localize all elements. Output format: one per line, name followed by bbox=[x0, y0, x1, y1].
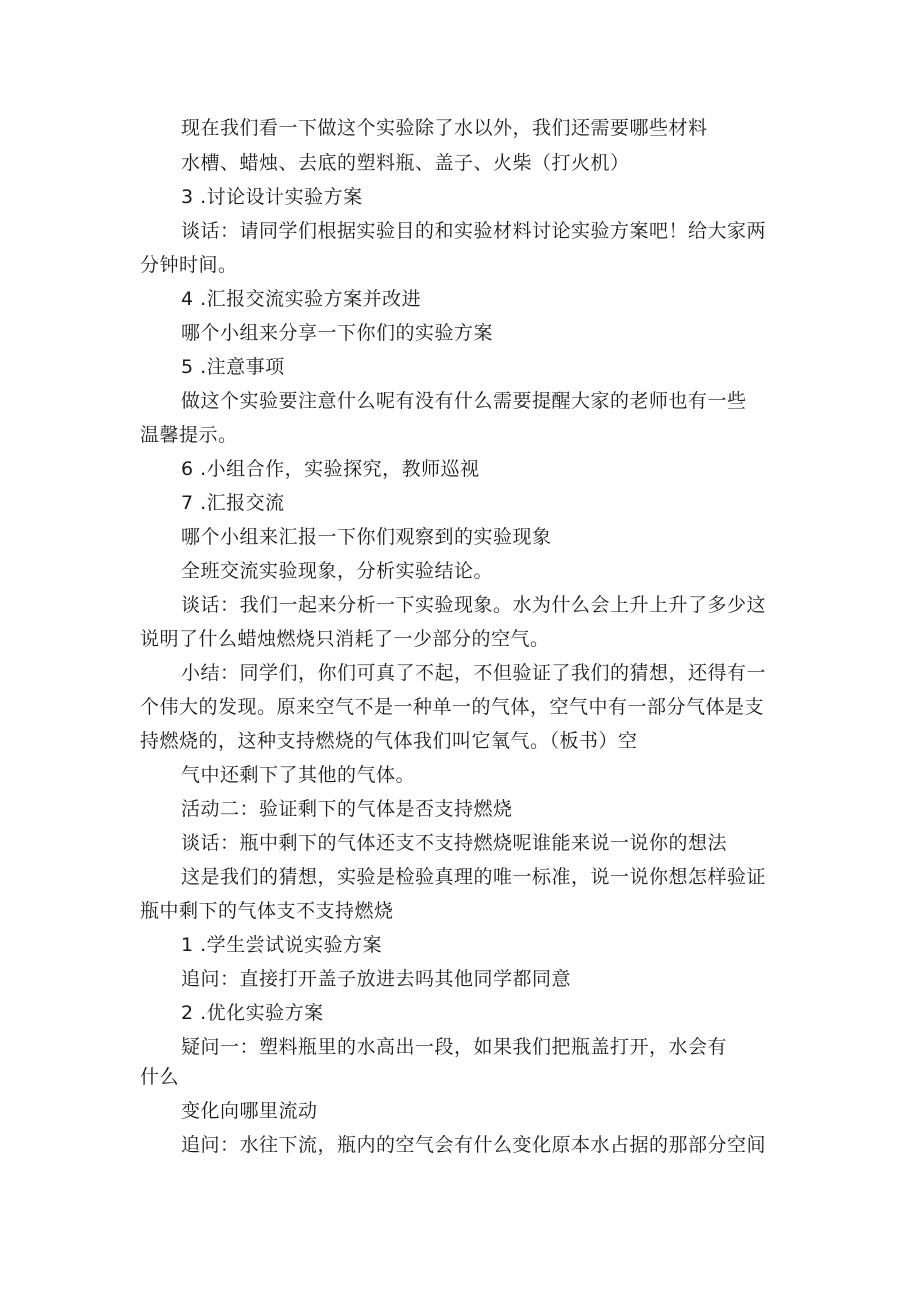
text-line: 谈话：瓶中剩下的气体还支不支持燃烧呢谁能来说一说你的想法 bbox=[181, 832, 728, 854]
text-line: 5 .注意事项 bbox=[181, 356, 285, 378]
text-line: 分钟时间。 bbox=[140, 254, 238, 276]
text-line: 追问：直接打开盖子放进去吗其他同学都同意 bbox=[181, 968, 572, 990]
text-line: 水槽、蜡烛、去底的塑料瓶、盖子、火柴（打火机） bbox=[181, 152, 630, 174]
text-line: 7 .汇报交流 bbox=[181, 492, 285, 514]
text-line: 疑问一：塑料瓶里的水高出一段，如果我们把瓶盖打开，水会有 bbox=[181, 1036, 728, 1058]
text-line: 1 .学生尝试说实验方案 bbox=[181, 934, 383, 956]
text-line: 做这个实验要注意什么呢有没有什么需要提醒大家的老师也有一些 bbox=[181, 390, 747, 412]
text-line: 个伟大的发现。原来空气不是一种单一的气体，空气中有一部分气体是支 bbox=[140, 696, 765, 718]
text-line: 追问：水往下流，瓶内的空气会有什么变化原本水占据的那部分空间 bbox=[181, 1134, 767, 1156]
text-line: 活动二：验证剩下的气体是否支持燃烧 bbox=[181, 798, 513, 820]
text-line: 瓶中剩下的气体支不支持燃烧 bbox=[140, 900, 394, 922]
text-line: 温馨提示。 bbox=[140, 424, 238, 446]
text-line: 哪个小组来汇报一下你们观察到的实验现象 bbox=[181, 526, 552, 548]
text-line: 这是我们的猜想，实验是检验真理的唯一标准，说一说你想怎样验证 bbox=[181, 866, 767, 888]
text-line: 3 .讨论设计实验方案 bbox=[181, 186, 363, 208]
text-line: 哪个小组来分享一下你们的实验方案 bbox=[181, 322, 494, 344]
text-line: 持燃烧的，这种支持燃烧的气体我们叫它氧气。（板书）空 bbox=[140, 730, 638, 752]
text-line: 说明了什么蜡烛燃烧只消耗了一少部分的空气。 bbox=[140, 628, 550, 650]
text-line: 谈话：请同学们根据实验目的和实验材料讨论实验方案吧！给大家两 bbox=[181, 220, 767, 242]
text-line: 小结：同学们，你们可真了不起，不但验证了我们的猜想，还得有一 bbox=[181, 662, 767, 684]
text-line: 气中还剩下了其他的气体。 bbox=[181, 764, 416, 786]
text-line: 4 .汇报交流实验方案并改进 bbox=[181, 288, 422, 310]
text-line: 6 .小组合作，实验探究，教师巡视 bbox=[181, 458, 480, 480]
text-line: 现在我们看一下做这个实验除了水以外，我们还需要哪些材料 bbox=[181, 117, 708, 139]
text-line: 什么 bbox=[140, 1066, 180, 1088]
text-line: 全班交流实验现象，分析实验结论。 bbox=[181, 560, 494, 582]
text-line: 2 .优化实验方案 bbox=[181, 1002, 324, 1024]
text-line: 变化向哪里流动 bbox=[181, 1100, 318, 1122]
text-line: 谈话：我们一起来分析一下实验现象。水为什么会上升上升了多少这 bbox=[181, 594, 767, 616]
